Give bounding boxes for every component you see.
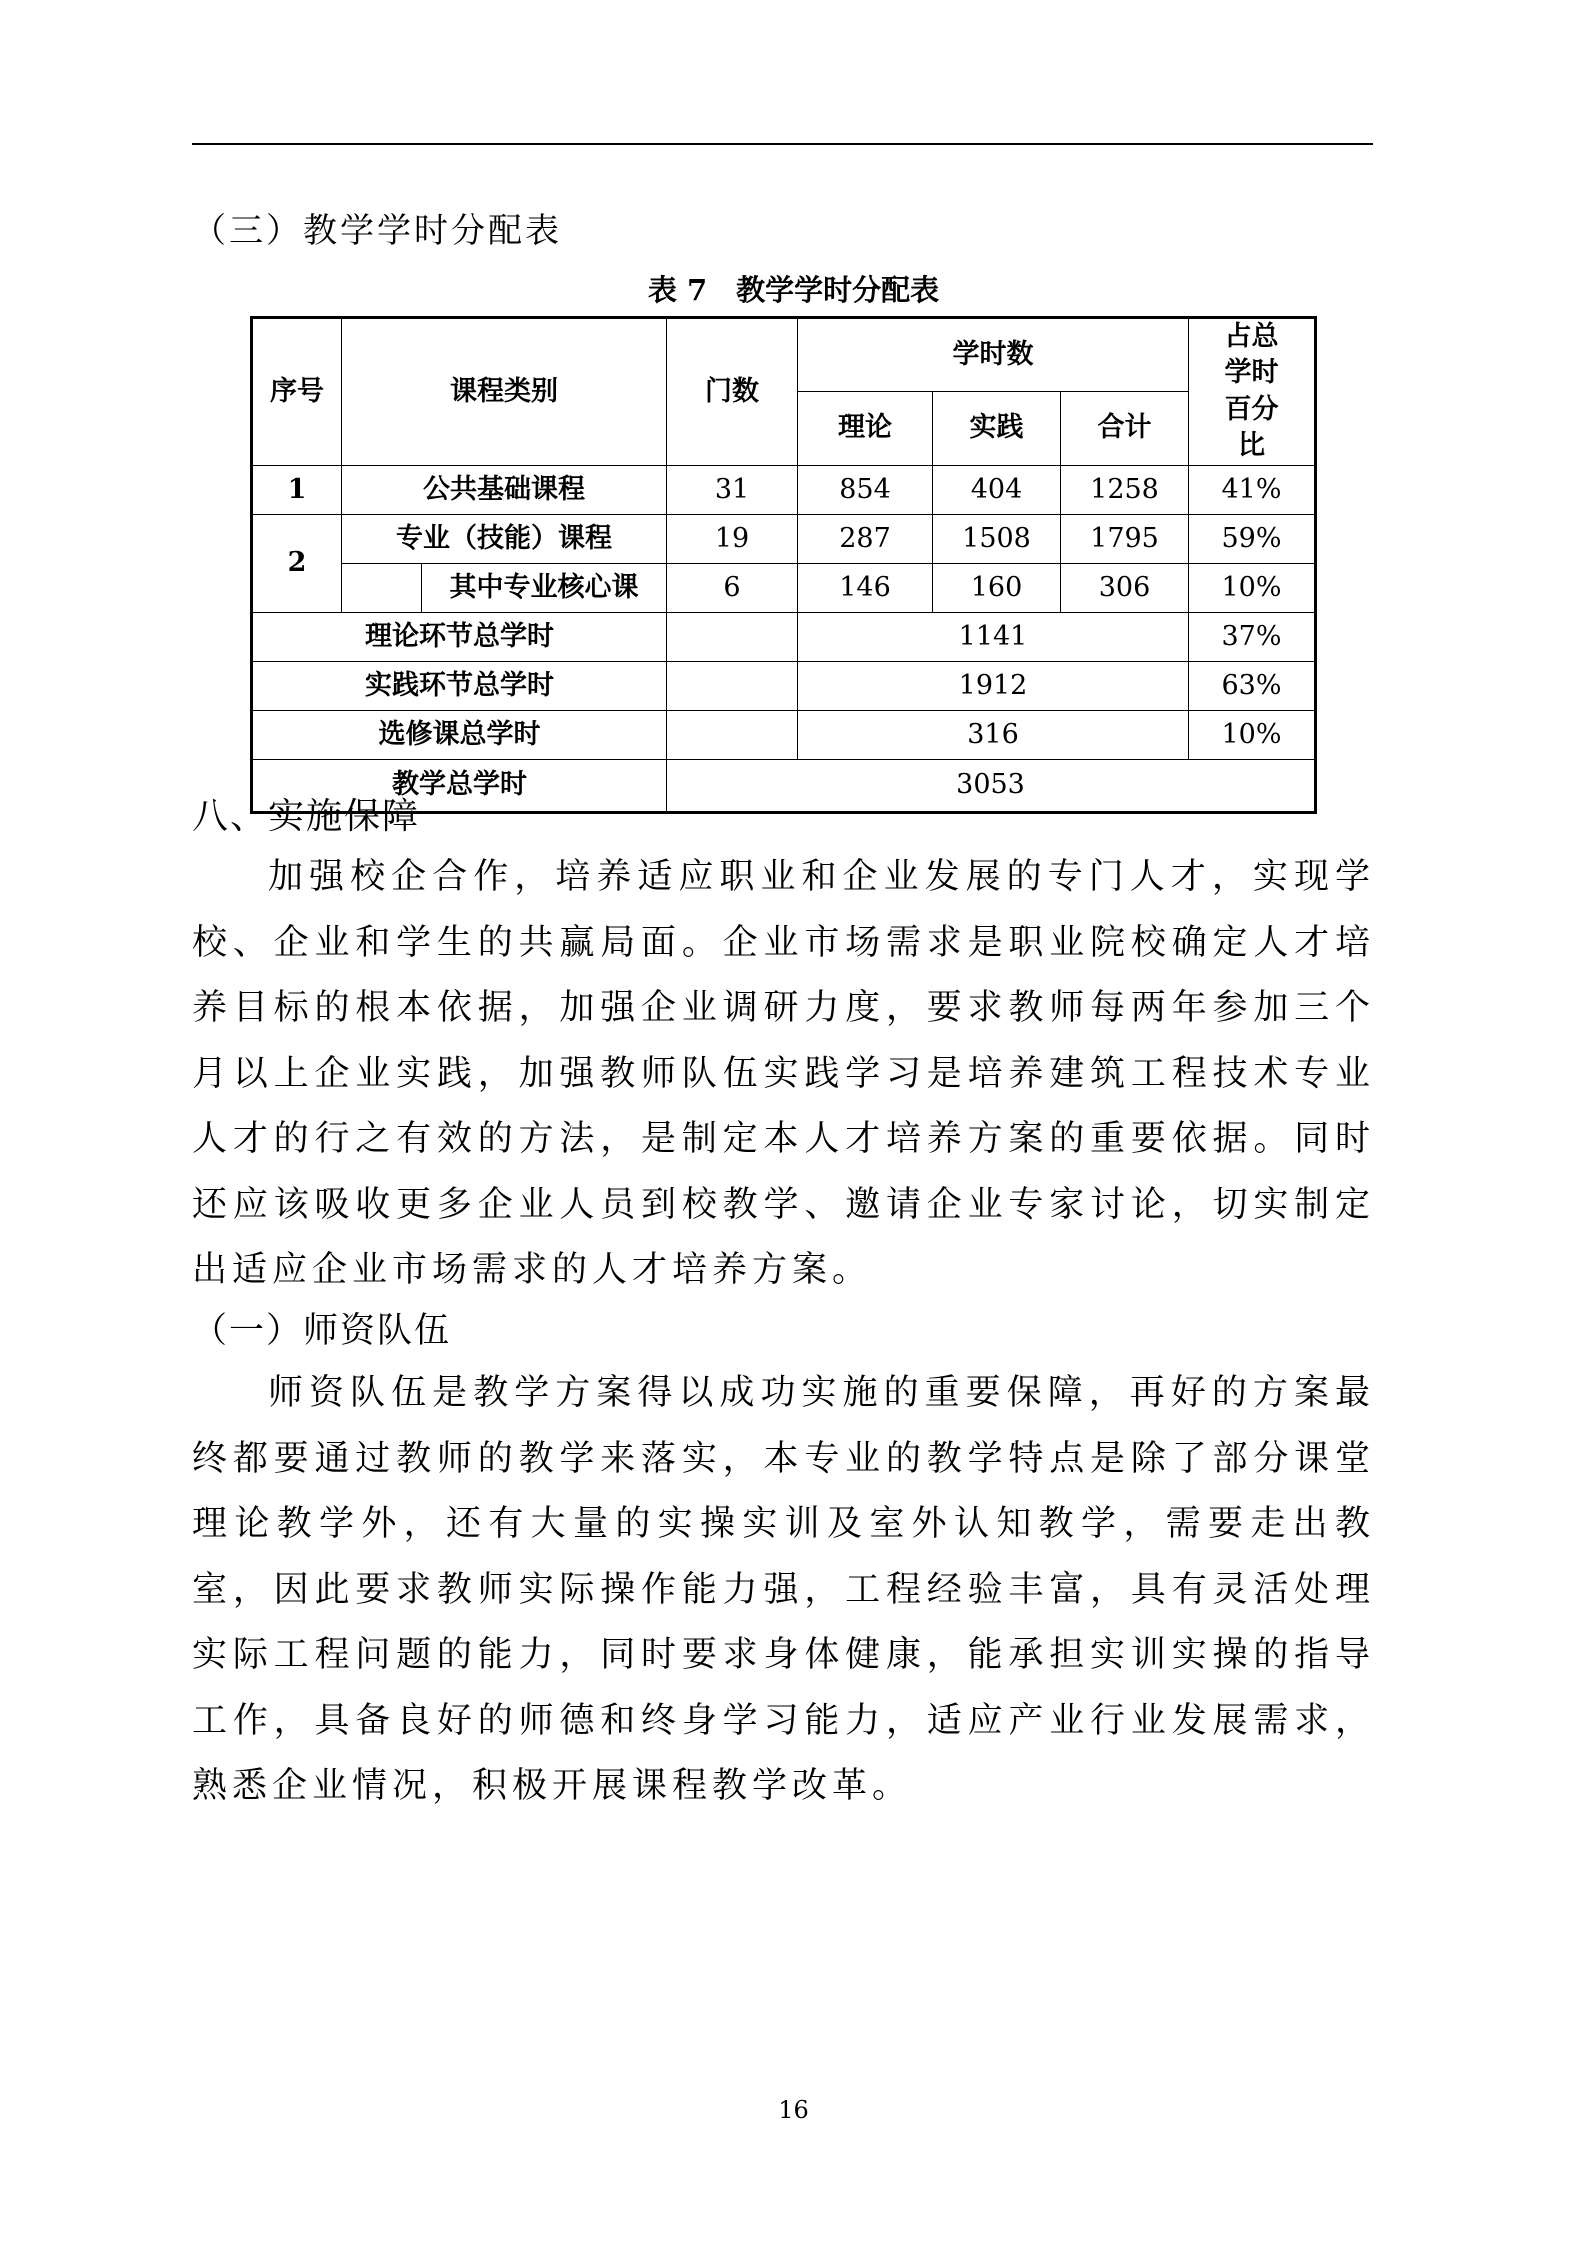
grand-total-value: 3053 (667, 759, 1316, 812)
row-percent: 41% (1189, 465, 1316, 514)
row-practice: 1508 (933, 514, 1061, 563)
summary-empty-cell (667, 661, 798, 710)
grand-total-label: 教学总学时 (252, 759, 667, 812)
row-category: 其中专业核心课 (422, 563, 667, 612)
paragraph-school-enterprise: 加强校企合作，培养适应职业和企业发展的专门人才，实现学校、企业和学生的共赢局面。企业市场需求是职业院校确定人才培养目标的根本依据，加强企业调研力度，要求教师每两年参加三个月以上企业实践，加强教师队伍实践学习是培养建筑工程技术专业人才的行之有效的方法，是制定本人才培养方案的重要依据。同时还应该吸收更多企业人员到校教学、邀请企业专家讨论，切实制定出适应企业市场需求的人才培养方案。 (192, 857, 1375, 1290)
table-header-row (252, 318, 1316, 392)
header-hours: 学时数 (798, 318, 1189, 392)
paragraph-faculty: 师资队伍是教学方案得以成功实施的重要保障，再好的方案最终都要通过教师的教学来落实，本专业的教学特点是除了部分课堂理论教学外，还有大量的实操实训及室外认知教学，需要走出教室，因此要求教师实际操作能力强，工程经验丰富，具有灵活处理实际工程问题的能力，同时要求身体健康，能承担实训实操的指导工作，具备良好的师德和终身学习能力，适应产业行业发展需求，熟悉企业情况，积极开展课程教学改革。 (192, 1373, 1375, 1806)
row-seq: 2 (252, 514, 342, 612)
summary-label: 选修课总学时 (252, 710, 667, 759)
row-count: 6 (667, 563, 798, 612)
subsection-title: （三）教学学时分配表 (192, 211, 562, 251)
hours-allocation-table (250, 316, 1317, 814)
row-total: 1795 (1061, 514, 1189, 563)
summary-percent: 10% (1189, 710, 1316, 759)
summary-value: 1141 (798, 612, 1189, 661)
row-theory: 287 (798, 514, 933, 563)
row-total: 306 (1061, 563, 1189, 612)
row-theory: 146 (798, 563, 933, 612)
summary-percent: 37% (1189, 612, 1316, 661)
row-total: 1258 (1061, 465, 1189, 514)
summary-empty-cell (667, 612, 798, 661)
row-category: 公共基础课程 (342, 465, 667, 514)
row-practice: 160 (933, 563, 1061, 612)
table-row (252, 563, 1316, 612)
summary-row (252, 612, 1316, 661)
row-percent: 59% (1189, 514, 1316, 563)
header-theory: 理论 (798, 391, 933, 465)
row-practice: 404 (933, 465, 1061, 514)
table-row (252, 465, 1316, 514)
row-theory: 854 (798, 465, 933, 514)
header-seq: 序号 (252, 318, 342, 466)
summary-row (252, 661, 1316, 710)
section-title: 八、实施保障 (192, 796, 421, 837)
summary-percent: 63% (1189, 661, 1316, 710)
header-count: 门数 (667, 318, 798, 466)
summary-label: 理论环节总学时 (252, 612, 667, 661)
table-row (252, 514, 1316, 563)
summary-label: 实践环节总学时 (252, 661, 667, 710)
row-category: 专业（技能）课程 (342, 514, 667, 563)
row-percent: 10% (1189, 563, 1316, 612)
summary-value: 316 (798, 710, 1189, 759)
row-indent-cell (342, 563, 422, 612)
row-count: 19 (667, 514, 798, 563)
subsection-2-title: （一）师资队伍 (192, 1311, 452, 1351)
row-seq: 1 (252, 465, 342, 514)
header-rule (192, 143, 1373, 145)
summary-value: 1912 (798, 661, 1189, 710)
header-category: 课程类别 (342, 318, 667, 466)
header-percent: 占总学时百分比 (1189, 318, 1316, 466)
summary-row (252, 710, 1316, 759)
header-practice: 实践 (933, 391, 1061, 465)
summary-empty-cell (667, 710, 798, 759)
page-number: 16 (778, 2096, 809, 2124)
row-count: 31 (667, 465, 798, 514)
table-caption: 表 7 教学学时分配表 (647, 273, 940, 307)
header-total: 合计 (1061, 391, 1189, 465)
